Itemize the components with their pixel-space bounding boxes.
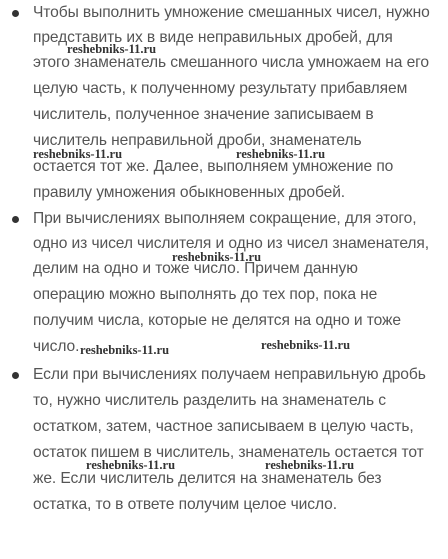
watermark: reshebniks-11.ru bbox=[236, 147, 326, 161]
text-line: число. bbox=[33, 338, 80, 355]
text-line: то, нужно числитель разделить на знаменатель с bbox=[33, 392, 386, 409]
text-line: Если при вычислениях получаем неправильную дробь bbox=[33, 366, 426, 383]
text-line: Чтобы выполнить умножение смешанных чисел, нужно bbox=[33, 4, 430, 21]
watermark: reshebniks-11.ru bbox=[80, 343, 170, 357]
text-line: операцию можно выполнять до тех пор, пока не bbox=[33, 286, 378, 303]
text-line: остатка, то в ответе получим целое число. bbox=[33, 496, 337, 513]
watermark: reshebniks-11.ru bbox=[172, 250, 262, 264]
bullet-dot-icon bbox=[12, 216, 19, 223]
text-line: же. Если числитель делится на знаменатель без bbox=[33, 470, 382, 487]
text-line: числитель, полученное значение записываем в bbox=[33, 106, 374, 123]
watermark: reshebniks-11.ru bbox=[33, 147, 123, 161]
text-line: целую часть, к полученному результату прибавляем bbox=[33, 80, 408, 97]
text-line: При вычислениях выполняем сокращение, для этого, bbox=[33, 210, 417, 227]
watermark: reshebniks-11.ru bbox=[86, 458, 176, 472]
text-line: правилу умножения обыкновенных дробей. bbox=[33, 184, 346, 201]
watermark: reshebniks-11.ru bbox=[67, 42, 157, 56]
text-line: одно из чисел числителя и одно из чисел знаменателя, bbox=[33, 235, 429, 252]
watermark: reshebniks-11.ru bbox=[265, 458, 355, 472]
text-line: делим на одно и тоже число. Причем данную bbox=[33, 260, 358, 277]
bullet-dot-icon bbox=[12, 372, 19, 379]
bullet-dot-icon bbox=[12, 10, 19, 17]
text-line: представить их в виде неправильных дробей, для bbox=[33, 29, 393, 46]
text-line: остается тот же. Далее, выполняем умножение по bbox=[33, 158, 394, 175]
watermark: reshebniks-11.ru bbox=[261, 338, 351, 352]
text-line: остаток пишем в числитель, знаменатель остается тот bbox=[33, 444, 424, 461]
text-line: этого знаменатель смешанного числа умножаем на его bbox=[33, 54, 429, 71]
text-line: остатком, затем, частное записываем в целую часть, bbox=[33, 418, 414, 435]
text-line: получим числа, которые не делятся на одно и тоже bbox=[33, 312, 401, 329]
text-line: числитель неправильной дроби, знаменатель bbox=[33, 132, 362, 149]
